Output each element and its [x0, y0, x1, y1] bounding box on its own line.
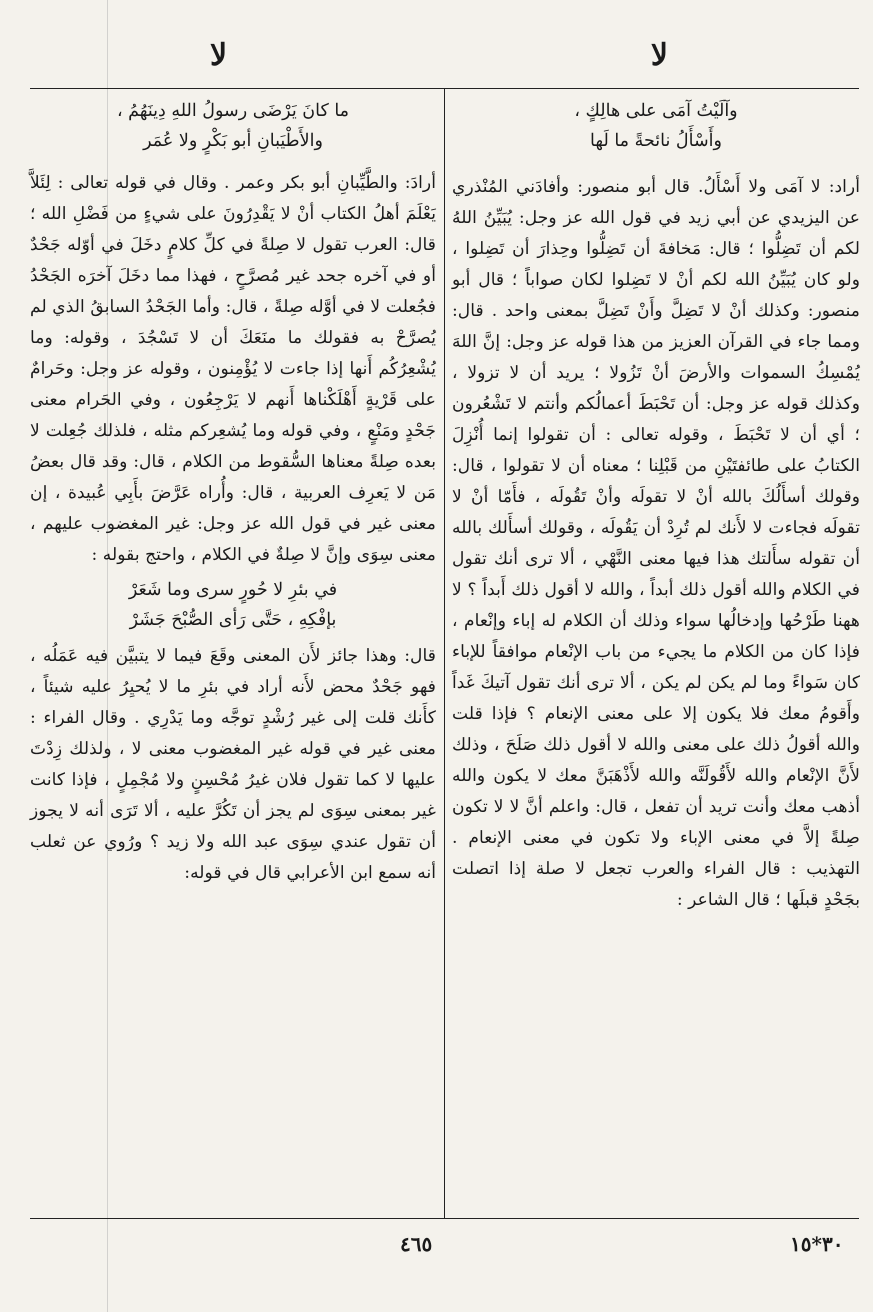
header-word-right: لا: [650, 38, 668, 73]
page-number: ٤٦٥: [400, 1232, 433, 1256]
signature-code: ٣٠*١٥: [790, 1232, 844, 1256]
left-body-text-1: أرادَ: والطَّيِّبانِ أبو بكر وعمر . وقال في قوله تعالى : لِئَلاَّ يَعْلَمَ أهلُ الكتاب أنْ لا يَقْدِرُونَ على شيءٍ من فَضْلِ الله ؛ قال: العرب تقول لا صِلةً في كلِّ كلامٍ دخَلَ في أوّله جَحْدٌ أو في آخره جحد غير مُصرَّحٍ ، فهذا مما دخَلَ آخرَه الجَحْدُ فجُعلت لا في أوَّله صِلةً ، قال: وأما الجَحْدُ السابقُ الذي لم يُصرَّحْ به فقولك ما منَعَكَ أن لا تَسْجُدَ ، وقوله: وما يُشْعِرُكُم أَنها إذا جاءت لا يُؤْمِنون ، وقوله عز وجل: وحَرامٌ على قَرْيةٍ أَهْلَكْناها أَنهم لا يَرْجِعُون ، وفي الحَرام معنى جَحْدٍ ومَنْعٍ ، وفي قوله وما يُشعِركم مثله ، فلذلك جُعِلت لا بعده صِلةً معناها السُّقوط من الكلام ، قال: وقد قال بعضُ مَن لا يَعرِف العربية ، قال: وأُراه عَرَّضَ بأَبِي عُبيدة ، إن معنى غير في قول الله عز وجل: غير المغضوب عليهم ، معنى سِوَى وإنَّ لا صِلةٌ في الكلام ، واحتج بقوله :: [30, 173, 436, 565]
right-verse-line-2: وأَسْأَلُ نائحةً ما لَها: [590, 131, 722, 151]
left-verse-1-line-1: ما كانَ يَرْضَى رسولُ اللهِ دِينَهُمُ ،: [116, 101, 350, 121]
right-body-text: أراد: لا آمَى ولا أَسْأَلُ. قال أبو منصور: وأفادَني المُنْذري عن اليزيدي عن أبي زيد في قول الله عز وجل: يُبَيِّنُ اللهُ لكم أن تَضِلُّوا ؛ قال: مَخافةَ أن تَضِلُّوا وحِذارَ أن تَضِلوا ، ولو كان يُبَيِّنُ الله لكم أنْ لا تَضِلوا لكان صواباً ؛ قال أبو منصور: وكذلك أنْ لا تَضِلَّ وأَنْ تَضِلَّ بمعنى واحد . قال: ومما جاء في القرآن العزيز من هذا قوله عز وجل: إنَّ اللهَ يُمْسِكُ السموات والأرضَ أنْ تَزُولا ؛ يريد أن لا تزولا ، وكذلك قوله عز وجل: أن تَحْبَطَ أعمالُكم وأنتم لا تَشْعُرون ؛ أي أن لا تَحْبَطَ ، وقوله تعالى : أن تقولوا إنما أُنْزِلَ الكتابُ على طائفتَيْنِ من قَبْلِنا ؛ معناه أن لا تقولوا ، قال: وقولك أسأَلُكَ بالله أنْ لا تقولَه وأنْ تَقُولَه ، فأَمّا أنْ لا تقولَه فجاءت لا لأَنك لم تُرِدْ أن يَقُولَه ، وقولك أسأَلك بالله أن تقوله سأَلتك هذا فيها معنى النَّهْي ، ألا ترى أنك تقول في الكلام والله أقول ذلك أبداً ، والله لا أقول ذلك أَبداً ؟ لا ههنا طَرْحُها وإدخالُها سواء وذلك أن الكلام له إباء وإنْعام ، فإذا كان من الكلام ما يجيء من باب الإنْعام موافقاً للإباء كان سَواءً وما لم يكن لم يكن ، ألا ترى أنك تقول آتيكَ غَداً وأَقومُ معك فلا يكون إلا على معنى الإنعام ؟ فإذا قلت والله أقولُ ذلك على معنى والله لا أقول ذلك صَلَحَ ، وذلك لأَنَّ الإنْعام والله لأَقُولَنَّه والله لأَذْهَبَنَّ معك لا يكون والله أذهب معك وأنت تريد أن تفعل ، قال: واعلم أنَّ لا لا تكون صِلةً إلاَّ في معنى الإباء ولا تكون في معنى الإنعام . التهذيب : قال الفراء والعرب تجعل لا صلة إذا اتصلت بجَحْدٍ قبلَها ؛ قال الشاعر :: [452, 177, 860, 910]
right-verse: [452, 96, 860, 156]
column-divider: [444, 88, 445, 1218]
left-verse-2-line-1: في بئرِ لا حُورٍ سرى وما شَعَرْ: [128, 580, 338, 600]
right-verse-line-1: وآلَيْتُ آمَى على هالِكٍ ،: [574, 101, 738, 121]
right-column: [452, 96, 860, 916]
left-column: [30, 96, 436, 889]
left-verse-2-line-2: بإفْكِهِ ، حَتَّى رَأى الصُّبْحَ جَشَرْ: [129, 610, 337, 630]
left-verse-1: [30, 96, 436, 156]
left-verse-2: [30, 575, 436, 635]
header-word-left: لا: [210, 38, 228, 73]
bottom-rule: [30, 1218, 859, 1219]
left-body-text-2: قال: وهذا جائز لأَن المعنى وقَعَ فيما لا يتبيَّن فيه عَمَلُه ، فهو جَحْدٌ محض لأَنه أراد في بئرِ ما لا يُحيِرُ عليه شيئاً ، كأَنك قلت إلى غير رُشْدٍ توجَّه وما يَدْرِي . وقال الفراء : معنى غير في قوله غير المغضوب معنى لا ، ولذلك زِدْتَ عليها لا كما تقول فلان غيرُ مُحْسِنٍ ولا مُجْمِلٍ ، فإذا كانت غير بمعنى سِوَى لم يجز أن تَكُرَّ عليه ، ألا تَرَى أنه لا يجوز أن تقول عندي سِوَى عبد الله ولا زيد ؟ ورُوي عن ثعلب أنه سمع ابن الأعرابي قال في قوله:: [30, 646, 436, 883]
left-verse-1-line-2: والأَطْيَبانِ أبو بَكْرٍ ولا عُمَر: [143, 131, 323, 151]
